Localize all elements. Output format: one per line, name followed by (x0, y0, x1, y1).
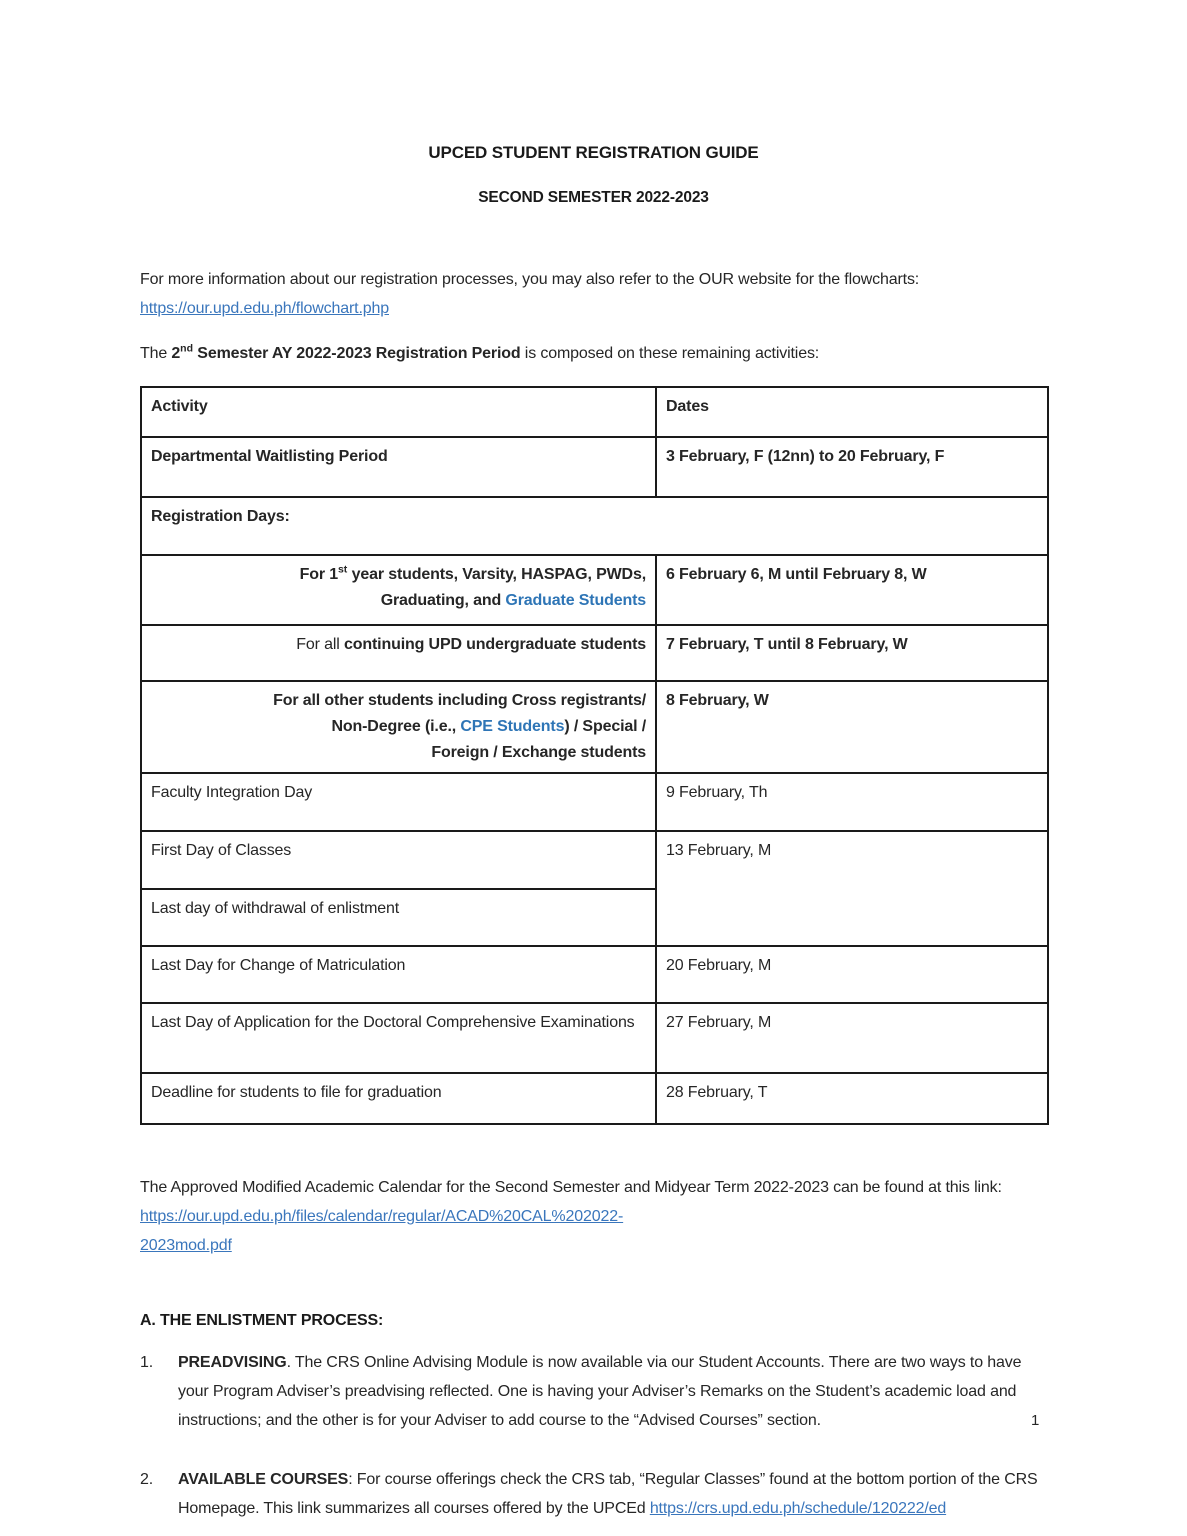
intro-paragraph (140, 265, 1047, 323)
other-students-activity-cell: For all other students including Cross registrants/ Non-Degree (i.e., CPE Students) / Special / Foreign / Exchange students (141, 681, 656, 773)
list-item-available-courses (140, 1465, 1047, 1523)
composed-bold: 2nd Semester AY 2022-2023 Registration Period (171, 342, 521, 362)
continuing-activity-cell: For all continuing UPD undergraduate students (141, 625, 656, 681)
calendar-paragraph (140, 1173, 1047, 1260)
first-year-activity-cell: For 1st year students, Varsity, HASPAG, PWDs, Graduating, and Graduate Students (141, 555, 656, 625)
list-number: 2. (140, 1471, 154, 1488)
table-row (141, 831, 1048, 889)
dates-cell: 20 February, M (656, 946, 1048, 1003)
available-courses-text: AVAILABLE COURSES: For course offerings check the CRS tab, “Regular Classes” found at the bottom portion of the CRS Homepage. This link summarizes all courses offered by the UPCEd https://crs.upd.edu.ph/schedule/120222/ed (178, 1471, 1038, 1517)
page-content (140, 0, 1047, 1523)
continuing-dates-cell: 7 February, T until 8 February, W (656, 625, 1048, 681)
dates-cell: 9 February, Th (656, 773, 1048, 831)
table-row (141, 946, 1048, 1003)
composed-paragraph (140, 339, 1047, 368)
waitlisting-row (141, 437, 1048, 497)
activity-cell: First Day of Classes (141, 831, 656, 889)
table-header-row (141, 387, 1048, 437)
column-header-activity: Activity (141, 387, 656, 437)
column-header-dates: Dates (656, 387, 1048, 437)
activity-cell: Faculty Integration Day (141, 773, 656, 831)
first-year-dates-cell: 6 February 6, M until February 8, W (656, 555, 1048, 625)
other-students-dates-cell: 8 February, W (656, 681, 1048, 773)
dates-cell: 27 February, M (656, 1003, 1048, 1073)
registration-schedule-table (140, 386, 1049, 1125)
courses-schedule-link[interactable]: https://crs.upd.edu.ph/schedule/120222/ed (649, 1500, 947, 1517)
calendar-text: The Approved Modified Academic Calendar for the Second Semester and Midyear Term 2022-2023 can be found at this link: (140, 1179, 1002, 1196)
list-number: 1. (140, 1354, 154, 1371)
activity-cell: Last day of withdrawal of enlistment (141, 889, 656, 946)
first-year-row (141, 555, 1048, 625)
flowchart-link[interactable]: https://our.upd.edu.ph/flowchart.php (140, 300, 389, 317)
cpe-students-link[interactable]: CPE Students (460, 718, 565, 735)
table-row (141, 1073, 1048, 1124)
activity-cell: Last Day of Application for the Doctoral Comprehensive Examinations (141, 1003, 656, 1073)
dates-cell-merged: 13 February, M (656, 831, 1048, 946)
page-number: 1 (1031, 1412, 1040, 1429)
other-students-row (141, 681, 1048, 773)
intro-text: For more information about our registration processes, you may also refer to the OUR website for the flowcharts: (140, 271, 920, 288)
academic-calendar-link[interactable]: https://our.upd.edu.ph/files/calendar/regular/ACAD%20CAL%202022- 2023mod.pdf (140, 1208, 624, 1254)
activity-cell: Last Day for Change of Matriculation (141, 946, 656, 1003)
registration-days-row (141, 497, 1048, 555)
dates-cell: 28 February, T (656, 1073, 1048, 1124)
table-row (141, 1003, 1048, 1073)
continuing-students-row (141, 625, 1048, 681)
table-row (141, 773, 1048, 831)
ordinal-superscript: nd (180, 342, 193, 355)
registration-days-label-cell: Registration Days: (141, 497, 1048, 555)
document-title: UPCED STUDENT REGISTRATION GUIDE (428, 143, 759, 162)
waitlisting-dates-cell: 3 February, F (12nn) to 20 February, F (656, 437, 1048, 497)
ordinal-superscript: st (337, 563, 348, 576)
graduate-students-link[interactable]: Graduate Students (505, 592, 646, 609)
waitlisting-activity-cell: Departmental Waitlisting Period (141, 437, 656, 497)
activity-cell: Deadline for students to file for graduation (141, 1073, 656, 1124)
list-item-preadvising (140, 1348, 1047, 1435)
preadvising-text: PREADVISING. The CRS Online Advising Module is now available via our Student Accounts. There are two ways to have your Program Adviser’s preadvising reflected. One is having your Adviser’s Remarks on the Student’s academic load and instructions; and the other is for your Adviser to add course to the “Advised Courses” section. (178, 1354, 1022, 1429)
composed-pre: The (140, 345, 172, 362)
composed-post: is composed on these remaining activities: (520, 345, 820, 362)
section-a-heading: A. THE ENLISTMENT PROCESS: (140, 1312, 384, 1329)
document-subtitle: SECOND SEMESTER 2022-2023 (478, 189, 709, 206)
